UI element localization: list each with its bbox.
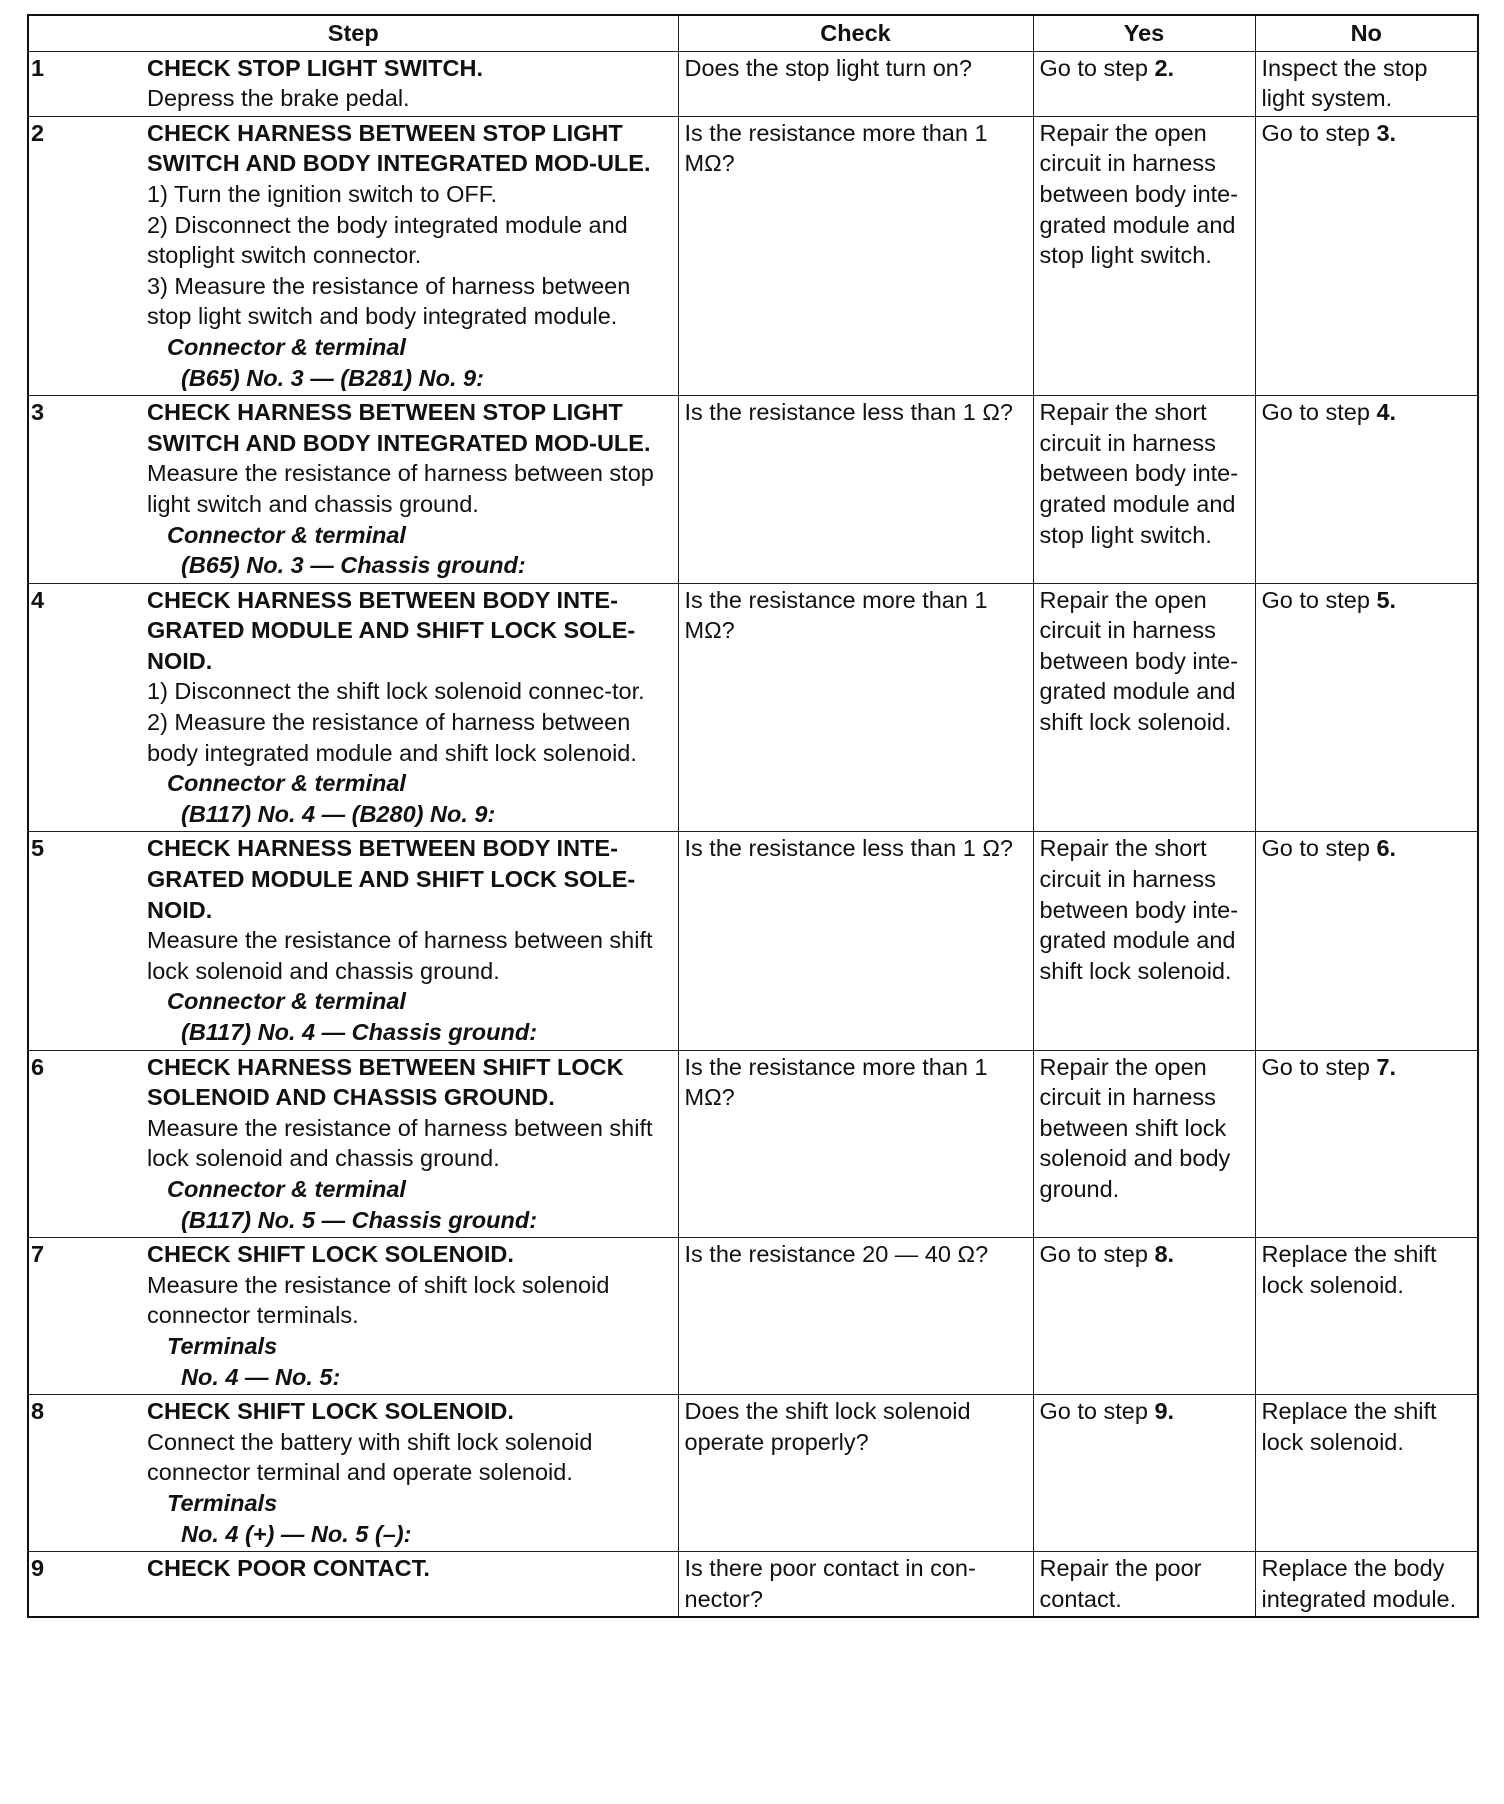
no-text: Replace the body integrated module. [1261, 1555, 1457, 1612]
no-step-ref: 3. [1376, 119, 1397, 146]
step-title: CHECK HARNESS BETWEEN STOP LIGHT SWITCH AND BODY INTEGRATED MOD-ULE. [147, 119, 651, 177]
step-cell [28, 1050, 678, 1238]
step-cell [28, 396, 678, 584]
table-row [28, 51, 1478, 116]
yes-step-ref: 9. [1154, 1398, 1175, 1425]
check-cell: Is the resistance less than 1 Ω? [678, 396, 1033, 584]
step-instruction: Measure the resistance of harness between stop light switch and chassis ground. [147, 460, 654, 517]
yes-text: Repair the poor contact. [1039, 1555, 1202, 1612]
table-row [28, 116, 1478, 395]
no-cell [1255, 1238, 1478, 1395]
no-text: Go to step [1261, 1053, 1377, 1080]
yes-cell [1033, 1395, 1255, 1552]
no-cell [1255, 1552, 1478, 1618]
connector-value: (B65) No. 3 — Chassis ground: [181, 552, 526, 579]
no-text: Go to step [1261, 399, 1377, 426]
table-row [28, 1238, 1478, 1395]
check-cell: Is the resistance more than 1 MΩ? [678, 583, 1033, 832]
no-step-ref: 5. [1376, 586, 1397, 613]
table-row [28, 832, 1478, 1050]
step-cell [28, 1238, 678, 1395]
check-cell: Is the resistance 20 — 40 Ω? [678, 1238, 1033, 1395]
check-cell: Does the stop light turn on? [678, 51, 1033, 116]
step-cell [28, 832, 678, 1050]
no-text: Inspect the stop light system. [1261, 54, 1428, 112]
step-instruction: Measure the resistance of harness between shift lock solenoid and chassis ground. [147, 927, 653, 984]
step-title: CHECK STOP LIGHT SWITCH. [147, 54, 483, 81]
no-text: Replace the shift lock solenoid. [1261, 1398, 1437, 1455]
check-cell: Is the resistance more than 1 MΩ? [678, 1050, 1033, 1238]
connector-heading: Terminals [167, 1332, 278, 1359]
header-step: Step [28, 15, 678, 51]
table-row [28, 583, 1478, 832]
step-instruction: 1) Turn the ignition switch to OFF. [147, 180, 498, 207]
connector-value: (B117) No. 5 — Chassis ground: [181, 1206, 538, 1233]
yes-text: Repair the short circuit in harness between body inte-grated module and stop light switch. [1039, 399, 1239, 548]
step-cell [28, 51, 678, 116]
no-cell [1255, 583, 1478, 832]
yes-text: Repair the open circuit in harness between body inte-grated module and shift lock solenoid. [1039, 586, 1239, 736]
header-yes: Yes [1033, 15, 1255, 51]
check-cell: Is the resistance more than 1 MΩ? [678, 116, 1033, 395]
yes-cell [1033, 396, 1255, 584]
step-cell [28, 1552, 678, 1618]
yes-cell [1033, 1238, 1255, 1395]
step-title: CHECK POOR CONTACT. [147, 1555, 430, 1582]
header-no: No [1255, 15, 1478, 51]
yes-cell [1033, 51, 1255, 116]
no-cell [1255, 832, 1478, 1050]
no-text: Replace the shift lock solenoid. [1261, 1241, 1437, 1298]
yes-text: Repair the open circuit in harness between body inte-grated module and stop light switch. [1039, 119, 1239, 269]
step-title: CHECK HARNESS BETWEEN BODY INTE-GRATED MODULE AND SHIFT LOCK SOLE-NOID. [147, 586, 636, 674]
step-cell [28, 583, 678, 832]
step-instruction: Depress the brake pedal. [147, 85, 410, 112]
connector-value: (B117) No. 4 — (B280) No. 9: [181, 800, 496, 827]
step-instruction: 3) Measure the resistance of harness between stop light switch and body integrated module. [147, 272, 631, 330]
step-title: CHECK HARNESS BETWEEN STOP LIGHT SWITCH AND BODY INTEGRATED MOD-ULE. [147, 399, 651, 456]
yes-text: Go to step [1039, 1241, 1155, 1268]
step-number: 1 [31, 54, 45, 81]
yes-cell [1033, 583, 1255, 832]
step-instruction: 1) Disconnect the shift lock solenoid connec-tor. [147, 678, 645, 705]
yes-cell [1033, 1552, 1255, 1618]
connector-heading: Connector & terminal [167, 521, 406, 548]
no-step-ref: 4. [1376, 399, 1397, 426]
table-header-row [28, 15, 1478, 51]
step-number: 4 [31, 586, 45, 613]
connector-value: No. 4 (+) — No. 5 (–): [181, 1520, 412, 1547]
step-instruction: 2) Measure the resistance of harness between body integrated module and shift lock solenoid. [147, 709, 637, 766]
connector-heading: Terminals [167, 1489, 278, 1516]
step-number: 8 [31, 1398, 45, 1425]
step-instruction: Measure the resistance of shift lock solenoid connector terminals. [147, 1271, 610, 1329]
yes-cell [1033, 116, 1255, 395]
no-text: Go to step [1261, 586, 1377, 613]
step-number: 7 [31, 1241, 45, 1268]
step-instruction: Measure the resistance of harness between shift lock solenoid and chassis ground. [147, 1114, 653, 1172]
connector-heading: Connector & terminal [167, 988, 406, 1015]
no-cell [1255, 116, 1478, 395]
step-title: CHECK HARNESS BETWEEN BODY INTE-GRATED MODULE AND SHIFT LOCK SOLE-NOID. [147, 835, 636, 923]
step-number: 9 [31, 1555, 45, 1582]
step-number: 3 [31, 399, 45, 426]
step-instruction: Connect the battery with shift lock solenoid connector terminal and operate solenoid. [147, 1428, 593, 1486]
yes-text: Repair the short circuit in harness between body inte-grated module and shift lock solenoid. [1039, 835, 1239, 984]
check-cell: Does the shift lock solenoid operate properly? [678, 1395, 1033, 1552]
no-cell [1255, 51, 1478, 116]
no-cell [1255, 396, 1478, 584]
step-cell [28, 116, 678, 395]
step-title: CHECK HARNESS BETWEEN SHIFT LOCK SOLENOID AND CHASSIS GROUND. [147, 1053, 624, 1111]
no-text: Go to step [1261, 835, 1377, 862]
diagnostic-page [27, 14, 1477, 1618]
yes-cell [1033, 1050, 1255, 1238]
yes-cell [1033, 832, 1255, 1050]
diagnostic-table [27, 14, 1479, 1618]
yes-text: Go to step [1039, 54, 1155, 81]
connector-heading: Connector & terminal [167, 1175, 406, 1202]
no-cell [1255, 1050, 1478, 1238]
table-row [28, 396, 1478, 584]
step-title: CHECK SHIFT LOCK SOLENOID. [147, 1241, 514, 1268]
step-title: CHECK SHIFT LOCK SOLENOID. [147, 1398, 514, 1425]
connector-heading: Connector & terminal [167, 333, 406, 360]
step-number: 6 [31, 1053, 45, 1080]
step-cell [28, 1395, 678, 1552]
yes-text: Go to step [1039, 1398, 1155, 1425]
no-step-ref: 6. [1376, 835, 1397, 862]
step-number: 2 [31, 119, 45, 146]
check-cell: Is the resistance less than 1 Ω? [678, 832, 1033, 1050]
step-instruction: 2) Disconnect the body integrated module and stoplight switch connector. [147, 211, 628, 269]
yes-text: Repair the open circuit in harness between shift lock solenoid and body ground. [1039, 1053, 1231, 1202]
connector-value: (B65) No. 3 — (B281) No. 9: [181, 364, 484, 391]
connector-value: (B117) No. 4 — Chassis ground: [181, 1019, 538, 1045]
no-text: Go to step [1261, 119, 1377, 146]
table-row [28, 1050, 1478, 1238]
no-step-ref: 7. [1376, 1053, 1397, 1080]
check-cell: Is there poor contact in con-nector? [678, 1552, 1033, 1618]
connector-heading: Connector & terminal [167, 770, 406, 797]
step-number: 5 [31, 835, 45, 862]
no-cell [1255, 1395, 1478, 1552]
table-row [28, 1395, 1478, 1552]
header-check: Check [678, 15, 1033, 51]
yes-step-ref: 2. [1154, 54, 1175, 81]
table-body [28, 51, 1478, 1617]
table-row [28, 1552, 1478, 1618]
yes-step-ref: 8. [1154, 1241, 1175, 1268]
connector-value: No. 4 — No. 5: [181, 1363, 341, 1390]
